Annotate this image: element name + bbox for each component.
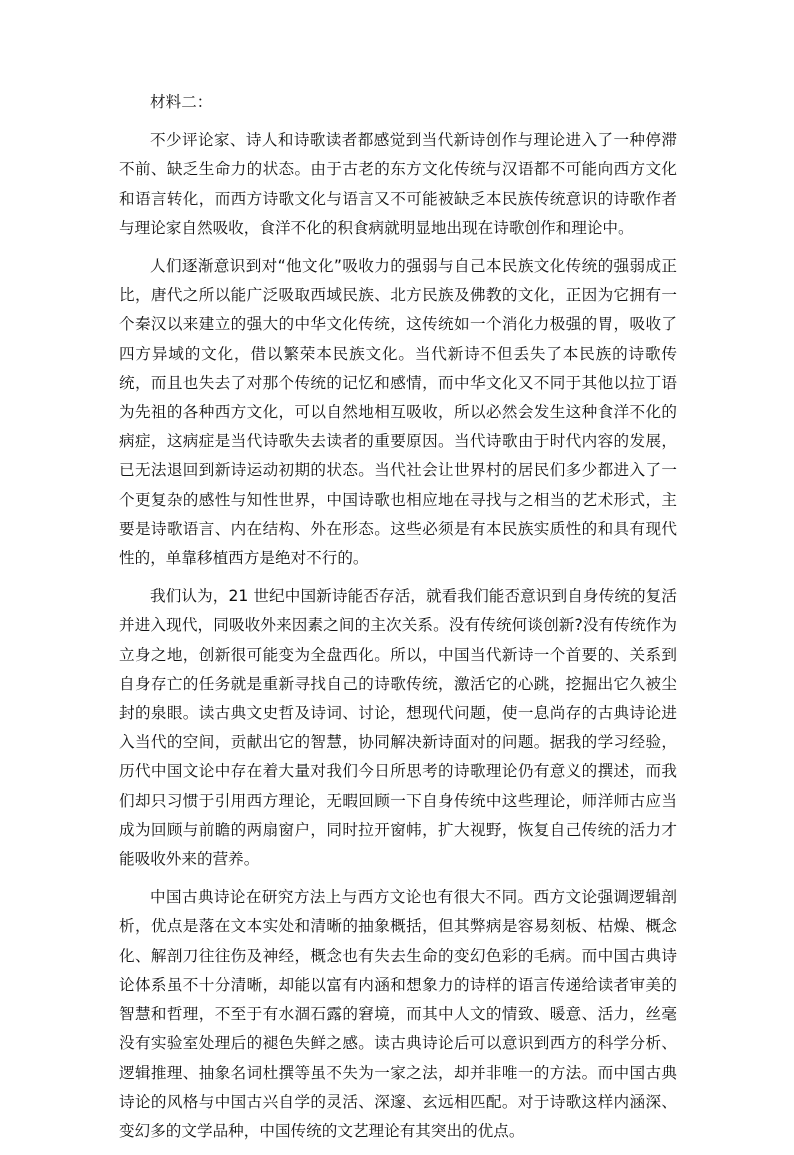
paragraph-3: 我们认为，21 世纪中国新诗能否存活，就看我们能否意识到自身传统的复活并进入现代，同吸收外来因素之间的主次关系。没有传统何谈创新?没有传统作为立身之地，创新很可能变为全盘西化。所以，中国当代新诗一个首要的、关系到自身存亡的任务就是重新寻找自己的诗歌传统，激活它的心跳，挖掘出它久被尘封的泉眼。读古典文史哲及诗词、讨论，想现代问题，使一息尚存的古典诗论进入当代的空间，贡献出它的智慧，协同解决新诗面对的问题。据我的学习经验，历代中国文论中存在着大量对我们今日所思考的诗歌理论仍有意义的撰述，而我们却只习惯于引用西方理论，无暇回顾一下自身传统中这些理论，师洋师古应当成为回顾与前瞻的两扇窗户，同时拉开窗帏，扩大视野，恢复自己传统的活力才能吸收外来的营养。 (119, 587, 677, 869)
paragraph-2: 人们逐渐意识到对“他文化”吸收力的强弱与自己本民族文化传统的强弱成正比，唐代之所以能广泛吸取西域民族、北方民族及佛教的文化，正因为它拥有一个秦汉以来建立的强大的中华文化传统，这传统如一个消化力极强的胃，吸收了四方异域的文化，借以繁荣本民族文化。当代新诗不但丢失了本民族的诗歌传统，而且也失去了对那个传统的记忆和感情，而中华文化又不同于其他以拉丁语为先祖的各种西方文化，可以自然地相互吸收，所以必然会发生这种食洋不化的病症，这病症是当代诗歌失去读者的重要原因。当代诗歌由于时代内容的发展，已无法退回到新诗运动初期的状态。当代社会让世界村的居民们多少都进入了一个更复杂的感性与知性世界，中国诗歌也相应地在寻找与之相当的艺术形式，主要是诗歌语言、内在结构、外在形态。这些必须是有本民族实质性的和具有现代性的，单靠移植西方是绝对不行的。 (119, 257, 677, 568)
section-heading: 材料二： (150, 93, 213, 111)
paragraph-4: 中国古典诗论在研究方法上与西方文论也有很大不同。西方文论强调逻辑剖析，优点是落在文本实处和清晰的抽象概括，但其弊病是容易刻板、枯燥、概念化、解剖刀往往伤及神经，概念也有失去生命的变幻色彩的毛病。而中国古典诗论体系虽不十分清晰，却能以富有内涵和想象力的诗样的语言传递给读者审美的智慧和哲理，不至于有水涸石露的窘境，而其中人文的情致、暖意、活力，丝毫没有实验室处理后的褪色失鲜之感。读古典诗论后可以意识到西方的科学分析、逻辑推理、抽象名词杜撰等虽不失为一家之法，却并非唯一的方法。而中国古典诗论的风格与中国古兴自学的灵活、深邃、玄远相匹配。对于诗歌这样内涵深、变幻多的文学品种，中国传统的文艺理论有其突出的优点。 (119, 888, 677, 1140)
document-page (119, 88, 677, 1155)
paragraph-1: 不少评论家、诗人和诗歌读者都感觉到当代新诗创作与理论进入了一种停滞不前、缺乏生命力的状态。由于古老的东方文化传统与汉语都不可能向西方文化和语言转化，而西方诗歌文化与语言又不可能被缺乏本民族传统意识的诗歌作者与理论家自然吸收，食洋不化的积食病就明显地出现在诗歌创作和理论中。 (119, 131, 677, 237)
